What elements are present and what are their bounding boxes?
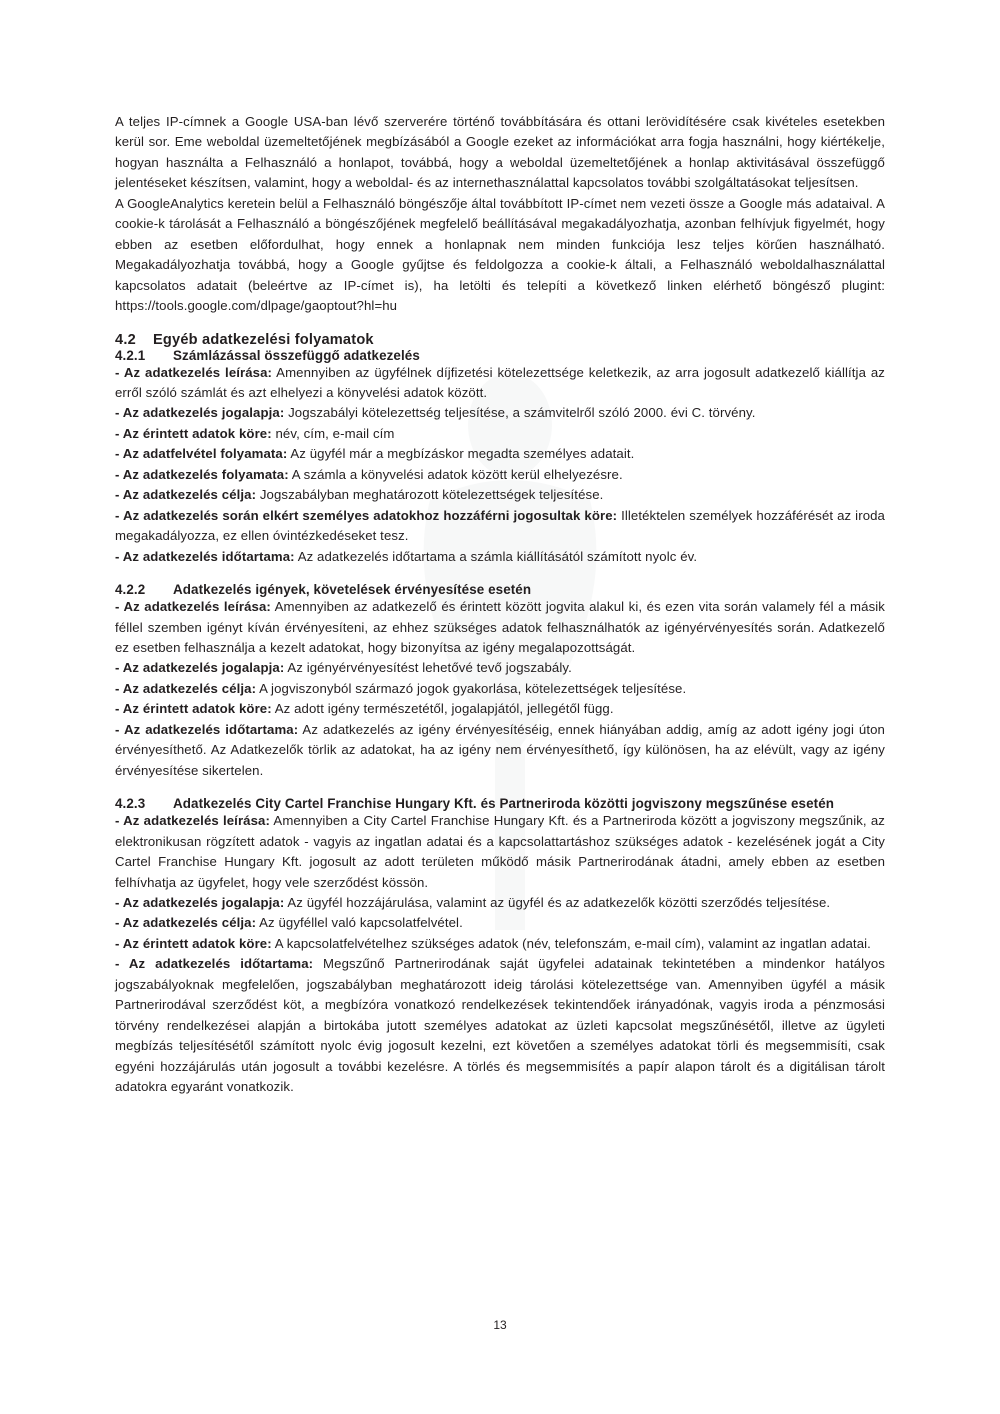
item-text: Jogszabályban meghatározott kötelezettségek teljesítése.	[256, 487, 604, 503]
item-text: Az adatkezelés az igény érvényesítéséig, ennek hiányában addig, amíg az adott igény jogi úton érvényesíthető. Az Adatkezelők törlik az adatokat, ha az igény nem érvényesíthető, így különösen, ha az elévült, vagy az igény érvényesítése sikertelen.	[115, 721, 885, 778]
item-text: név, cím, e-mail cím	[271, 425, 395, 441]
item-label: - Az adatkezelés folyamata:	[115, 466, 289, 482]
intro-paragraph-1: A teljes IP-címnek a Google USA-ban lévő szerverére történő továbbítására és ottani lerövidítésére csak kivételes esetekben kerül sor. Eme weboldal üzemeltetőjének megbízásából a Google ezeket az információkat arra fogja használni, hogy kiértékelje, hogyan használta a Felhasználó a honlapot, továbbá, hogy a weboldal üzemeltetőjének a honlap aktivitásával összefüggő jelentéseket készítsen, valamint, hogy a weboldal- és az internethasználattal kapcsolatos további szolgáltatásokat teljesítsen.	[115, 114, 885, 191]
item-text: Az ügyféllel való kapcsolatfelvétel.	[256, 915, 463, 931]
item-text: Az ügyfél hozzájárulása, valamint az ügyfél és az adatkezelők közötti szerződés teljesítése.	[284, 894, 831, 910]
item-text: Amennyiben az adatkezelő és érintett között jogvita alakul ki, és ezen vita során valamely fél a másik féllel szemben igényt kíván érvényesíteni, az ehhez szükséges adatok felhasználhatók az igényérvényesítés során. Adatkezelő ez esetben felhasználja a kezelt adatokat, hogy bizonyítsa az igény megalapozottságát.	[115, 599, 885, 655]
page-number: 13	[493, 1318, 507, 1332]
subsection-heading-2	[115, 582, 885, 597]
list-item	[115, 934, 885, 954]
item-label: - Az adatfelvétel folyamata:	[115, 446, 288, 462]
list-item	[115, 424, 885, 444]
list-item	[115, 954, 885, 1097]
item-label: - Az adatkezelés időtartama:	[115, 721, 299, 737]
item-label: - Az adatkezelés során elkért személyes adatokhoz hozzáférni jogosultak köre:	[115, 507, 618, 523]
subsection-heading-3	[115, 796, 885, 811]
item-text: A kapcsolatfelvételhez szükséges adatok (név, telefonszám, e-mail cím), valamint az ingatlan adatai.	[271, 935, 871, 951]
list-item	[115, 547, 885, 567]
list-item	[115, 465, 885, 485]
subsection-title: Adatkezelés igények, követelések érvényesítése esetén	[173, 582, 532, 598]
item-label: - Az adatkezelés időtartama:	[115, 548, 295, 564]
item-text: A számla a könyvelési adatok között kerül elhelyezésre.	[288, 466, 623, 482]
list-item	[115, 699, 885, 719]
list-item	[115, 444, 885, 464]
item-label: - Az érintett adatok köre:	[115, 935, 272, 951]
list-item	[115, 913, 885, 933]
item-text: Az adatkezelés időtartama a számla kiállításától számított nyolc év.	[294, 548, 698, 564]
subsection-number: 4.2.3	[115, 796, 146, 812]
item-label: - Az adatkezelés jogalapja:	[115, 894, 285, 910]
item-label: - Az adatkezelés jogalapja:	[115, 405, 285, 421]
item-text: A jogviszonyból származó jogok gyakorlása, kötelezettségek teljesítése.	[256, 680, 687, 696]
item-label: - Az adatkezelés leírása:	[115, 599, 271, 615]
item-text: Jogszabályi kötelezettség teljesítése, a számvitelről szóló 2000. évi C. törvény.	[284, 405, 756, 421]
item-text: Amennyiben az ügyfélnek díjfizetési kötelezettsége keletkezik, az arra jogosult adatkezelő kiállítja az erről szóló számlát és azt elhelyezi a könyvelési adatok között.	[115, 364, 885, 400]
document-content	[115, 112, 885, 1097]
item-text: Az igényérvényesítést lehetővé tevő jogszabály.	[284, 660, 572, 676]
item-label: - Az érintett adatok köre:	[115, 425, 272, 441]
item-text: Megszűnő Partnerirodának saját ügyfelei adatainak tekintetében a mindenkor hatályos jogszabályoknak megfelelően, jogszabályban meghatározott ideig tárolási kötelezettsége van. Amennyiben ügyfél a másik Partnerirodával szerződést köt, a megbízóra vonatkozó rendelkezések tekintendőek irányadónak, vagyis iroda a pénzmosási törvény rendelkezései alapján a birtokába jutott személyes adatokat az üzleti kapcsolat megszűnésétől, illetve az ügyleti megbízás teljesítésétől számított nyolc évig jogosult kezelni, ezt követően a személyes adatokat törli és megsemmisíti, csak egyéni hozzájárulás után jogosult a további kezelésre. A törlés és megsemmisítés a papír alapon tárolt és a digitálisan tárolt adatokra egyaránt vonatkozik.	[115, 956, 885, 1095]
section-number: 4.2	[115, 331, 136, 348]
list-item	[115, 597, 885, 658]
list-item	[115, 403, 885, 423]
item-label: - Az érintett adatok köre:	[115, 701, 272, 717]
item-label: - Az adatkezelés időtartama:	[115, 956, 314, 972]
item-text: Az ügyfél már a megbízáskor megadta személyes adatait.	[287, 446, 635, 462]
subsection-title: Számlázással összefüggő adatkezelés	[173, 347, 420, 363]
item-label: - Az adatkezelés célja:	[115, 680, 257, 696]
list-item	[115, 658, 885, 678]
item-text: Illetéktelen személyek hozzáférését az iroda megakadályozza, ez ellen óvintézkedéseket tesz.	[115, 507, 885, 544]
item-label: - Az adatkezelés leírása:	[115, 813, 270, 829]
subsection-number: 4.2.1	[115, 347, 146, 363]
list-item	[115, 506, 885, 547]
item-label: - Az adatkezelés célja:	[115, 915, 257, 931]
item-label: - Az adatkezelés leírása:	[115, 364, 273, 380]
subsection-number: 4.2.2	[115, 582, 146, 598]
section-heading	[115, 332, 885, 348]
list-item	[115, 485, 885, 505]
item-text: Az adott igény természetétől, jogalapjától, jellegétől függ.	[271, 701, 614, 717]
list-item	[115, 679, 885, 699]
subsection-title: Adatkezelés City Cartel Franchise Hungary Kft. és Partneriroda közötti jogviszony megszűnése esetén	[173, 796, 835, 812]
item-label: - Az adatkezelés jogalapja:	[115, 660, 285, 676]
subsection-heading-1	[115, 348, 885, 363]
item-text: Amennyiben a City Cartel Franchise Hungary Kft. és a Partneriroda között a jogviszony megszűnik, az elektronikusan rögzített adatok - vagyis az ingatlan adatai és a kapcsolattartáshoz szükséges adatok - kezelésének jogát a City Cartel Franchise Hungary Kft. jogosult az adott területen működő másik Partnerirodának átadni, amely ebben az esetben felhívhatja az ügyfelet, hogy vele szerződést kössön.	[115, 813, 885, 890]
section-title: Egyéb adatkezelési folyamatok	[153, 331, 374, 348]
list-item	[115, 893, 885, 913]
list-item	[115, 363, 885, 404]
list-item	[115, 720, 885, 781]
intro-paragraph-2: A GoogleAnalytics keretein belül a Felhasználó böngészője által továbbított IP-címet nem vezeti össze a Google más adataival. A cookie-k tárolását a Felhasználó a böngészőjének megfelelő beállításával megakadályozhatja, azonban felhívjuk figyelmét, hogy ebben az esetben előfordulhat, hogy ennek a honlapnak nem minden funkciója lesz teljes körűen használható. Megakadályozhatja továbbá, hogy a Google gyűjtse és feldolgozza a cookie-k általi, a Felhasználó weboldalhasználattal kapcsolatos adatait (beleértve az IP-címet is), ha letölti és telepíti a következő linken elérhető böngésző plugint: https://tools.google.com/dlpage/gaoptout?hl=hu	[115, 195, 885, 314]
item-label: - Az adatkezelés célja:	[115, 487, 257, 503]
list-item	[115, 811, 885, 893]
